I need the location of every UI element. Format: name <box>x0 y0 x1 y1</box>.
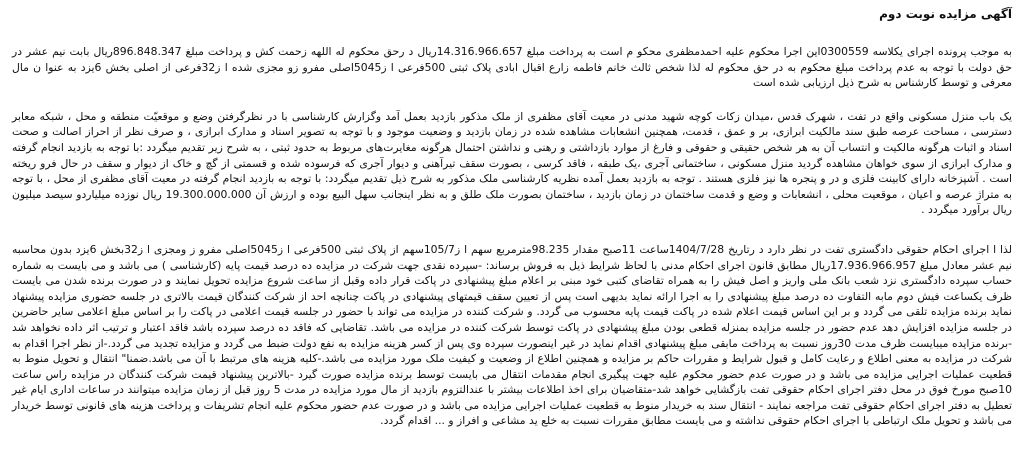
spacer <box>12 218 1012 242</box>
spacer <box>12 91 1012 109</box>
case-paragraph: به موجب پرونده اجرای یکلاسه 0300559این اجرا محکوم علیه احمدمظفری محکو م است به پرداخت مبلغ 14.316.966.657ریال د رحق محکوم له اللهه زحمت کش و پرداخت مبلغ 896.848.347ریال بابت نیم عشر در حق دولت با توجه به عدم پرداخت مبلغ محکوم به در حق محکوم له لذا شخص ثالث خانم فاطمه زارع اقبال ابادی پلاک ثبتی 500فرعی ا ز5045اصلی مفرو زو مجزی شده ا ز32فرعی از اصلی بخش 6یزد به عنوا ن مال معرفی و توسط کارشناس به شرح ذیل ارزیابی شده است <box>12 45 1012 90</box>
auction-terms-paragraph: لذا ا اجرای احکام حقوقی دادگستری تفت در نظر دارد د رتاریخ 1404/7/28ساعت 11صبح مقدار 98.235مترمربع سهم ا ز105/7سهم از پلاک ثبتی 500فرعی ا ز5045اصلی مفرو ز ومجزی ا ز32بخش 6یزد بدون محاسبه نیم عشر معادل مبلغ 17.936.966.957ریال مطابق قانون اجرای احکام مدنی با لحاظ شرایط ذیل به فروش برساند: -سپرده نقدی جهت شرکت در مزایده ده درصد قیمت پایه (کارشناسی ) می باشد و می بایست به شماره حساب سپرده دادگستری نزد شعب بانک ملی واریز و اصل فیش را به همراه تقاضای کتبی خود مبنی بر اعلام مبلغ پیشنهادی در پاکت قرار داده وقبل از ساعت شروع مزایده تحویل نمایند و در صورت برنده شدن می بایست ظرف یکساعت فیش دوم مابه التفاوت ده درصد مبلغ پیشنهادی را به اجرا ارائه نماید بدیهی است پس از تعیین سقف قیمتهای پیشنهادی در پاکت چنانچه احد از شرکت کنندگان قیمت بالاتری در جلسه حضوری مزایده پیشنهاد نماید برنده مزایده تلقی می گردد و بر این اساس قیمت اعلام شده در پاکت قیمت پایه محسوب می گردد. و شرکت کننده در مزایده می تواند با حضور در جلسه قیمت اعلامی در پاکت را بر اساس مبلغ اعلامی سایر حاضرین در جلسه مزایده افزایش دهد عدم حضور در جلسه مزایده بمنزله قطعی بودن مبلغ پیشنهادی در پاکت توسط شرکت کننده در مزایده می باشد. تقاضایی که فاقد ده درصد سپرده باشد فاقد اعتبار و ترتیب اثر داده نخواهد شد -برنده مزایده میبایست ظرف مدت 30روز نسبت به پرداخت مابقی مبلغ پیشنهادی اقدام نماید در غیر اینصورت سپرده وی پس از کسر هزینه مزایده به نفع دولت ضبط می گردد و مزایده تجدید می گردد.-از نظر اجرا اقدام به شرکت در مزایده به معنی اطلاع و رعایت کامل و قبول شرایط و مقررات حاکم بر مزایده و همچنین اطلاع از وضعیت و کیفیت ملک مورد مزایده می باشد.-کلیه هزینه های مرتبط با آن می باشد.ضمنا" انتقال و تحویل منوط به قطعیت عملیات اجرایی مزایده می باشد و در صورت عدم حضور محکوم علیه جهت پیگیری انجام مقدمات انتقال می بایست توسط برنده مزایده صورت گیرد -بالاترین پیشنهاد قیمت شرکت کنندگان در مزایده راس ساعت 10صبح مورخ فوق در محل دفتر اجرای احکام حقوقی تفت بازگشایی خواهد شد-متقاضیان برای اخذ اطلاعات بیشتر با عندالتزوم بازدید از مال مورد مزایده در مدت 5 روز قبل از زمان مزایده میتوانند در ساعات اداری ایام غیر تعطیل به دفتر اجرای احکام حقوقی تفت مراجعه نمایند - انتقال سند به خریدار منوط به قطعیت عملیات اجرایی مزایده می باشد و در صورت عدم حضور محکوم علیه انجام تشریفات و پرداخت هزینه های قانونی توسط خریدار می باشد و تحویل ملک ارتباطی با اجرای احکام حقوقی نداشته و می بایست مطابق مقررات نسبت به خلع ید مشاعی و افراز و ... اقدام گردد. <box>12 242 1012 428</box>
appraisal-paragraph: یک باب منزل مسکونی واقع در تفت ، شهرک قدس ،میدان زکات کوچه شهید مدنی در معیت آقای مظفری از ملک مذکور بازدید بعمل آمد وگزارش کارشناسی با در نظرگرفتن وضع و موقعیّت منطقه و محل ، شبکه معابر دسترسی ، مساحت عرصه طبق سند مالکیت ابرازی، بر و عمق ، قدمت، همچنین انشعابات مشاهده شده در زمان بازدید و وضعیت موجود و با توجه به تصویر اسناد و مدارک ابرازی ، و صرف نظر از احراز اصالت و صحت اسناد و اثبات هرگونه مالکیت و انتساب آن به هر شخص حقیقی و حقوقی و فارغ از موارد بازداشتی و رهنی و نداشتن احتمال هرگونه مغایرت‌های مربوط به حدود ثبتی ، به شرح زیر تقدیم میگردد :با توجه به بازدید انجام گرفته و مدارک ابرازی از سوی خواهان مشاهده گردید منزل مسکونی ، ساختمانی آجری ،یک طبقه ، فاقد کرسی ، بصورت سقف تیرآهنی و دیوار آجری که فرسوده شده و قسمتی از گچ و خاک از دیوار و سقف در حال فرو ریخته است . آشپزخانه دارای کابینت فلزی و در و پنجره ها نیز فلزی هستند . توجه به بازدید بعمل آمده نظریه کارشناسی ملک مذکور به شرح ذیل تقدیم میگردد: با توجه به بازدید انجام گرفته در معیت آقای مظفری از محل ، با توجه به متراژ عرصه و اعیان ، موقعیت محلی ، انشعابات و وضع و قدمت ساختمان در زمان بازدید ، ساختمان بصورت ملک طلق و به نظر اینجانب سهل البیع بوده و ارزش آن 19.300.000.000 ریال نوزده میلیاردو سیصد میلیون ریال برآورد میگردد . <box>12 109 1012 217</box>
notice-title: آگهی مزایده نوبت دوم <box>879 7 1012 21</box>
